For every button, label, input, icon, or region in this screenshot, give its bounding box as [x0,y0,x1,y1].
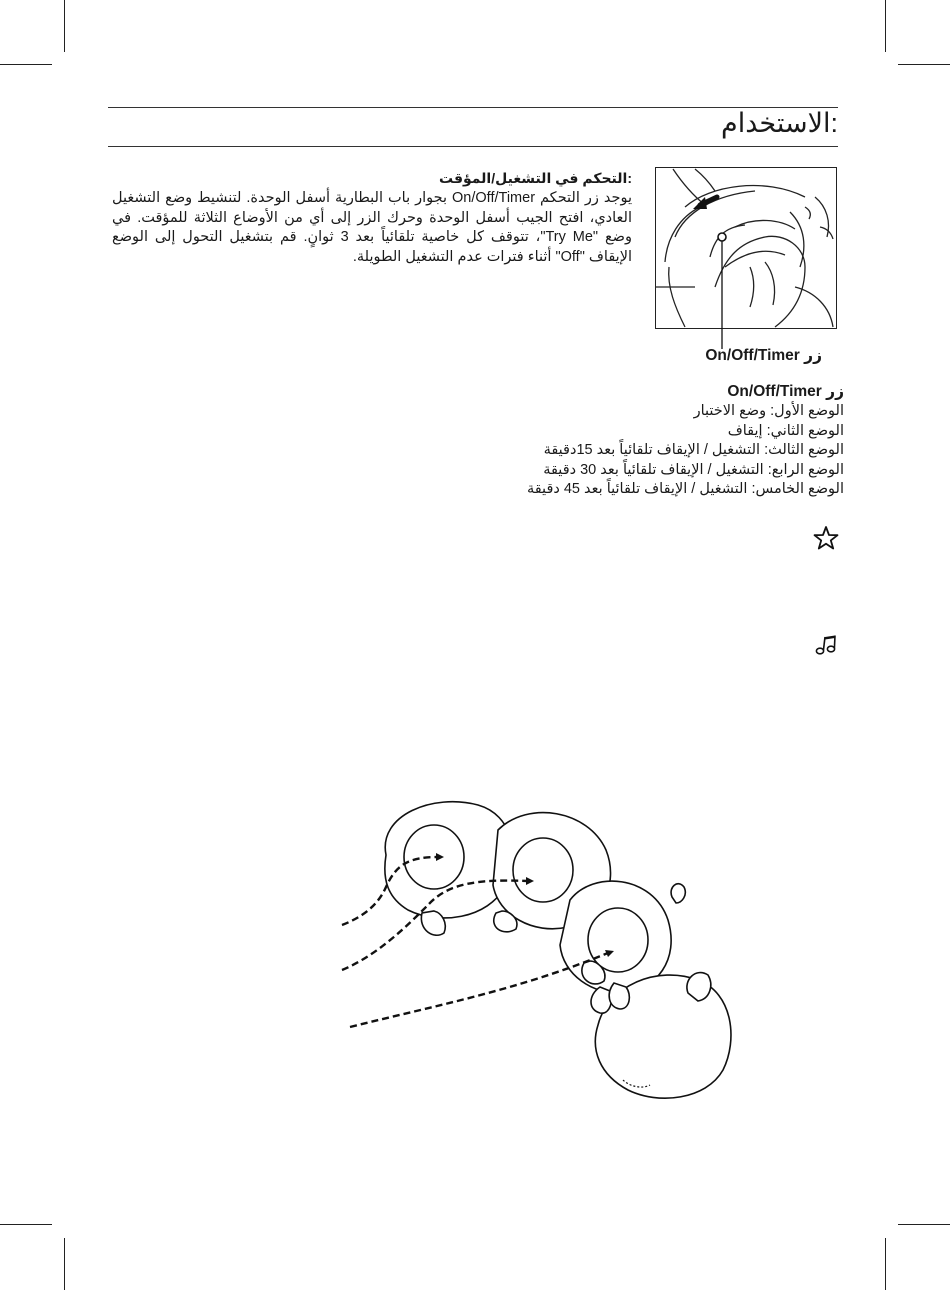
music-note-icon [815,634,837,656]
list-item: الوضع الرابع: التشغيل / الإيقاف تلقائياً بعد 30 دقيقة [543,461,844,478]
list-item: الوضع الخامس: التشغيل / الإيقاف تلقائياً بعد 45 دقيقة [526,481,844,497]
crop-mark [885,1238,886,1290]
crop-mark [0,64,52,65]
list-item: الوضع الثالث: التشغيل / الإيقاف تلقائياً بعد 15دقيقة [543,442,844,458]
switch-illustration [655,167,838,349]
list-item: الوضع الأول: وضع الاختبار [693,403,844,419]
crop-mark [898,1224,950,1225]
header-rule-bottom [108,146,838,147]
crop-mark [898,64,950,65]
controls-paragraph: يوجد زر التحكم On/Off/Timer بجوار باب البطارية أسفل الوحدة. لتنشيط وضع التشغيل العادي، افتح الجيب أسفل الوحدة وحرك الزر إلى أي من الأوضاع الثلاثة للمؤقت. في وضع "Try Me"، تتوقف كل خاصية تلقائياً بعد 3 ثوانٍ. قم بتشغيل التحول إلى الوضع الإيقاف "Off" أثناء فترات عدم التشغيل الطويلة. [112,190,632,265]
section-title: :الاستخدام [721,108,838,138]
crop-mark [0,1224,52,1225]
star-icon [813,525,839,551]
controls-heading: :التحكم في التشغيل/المؤقت [439,170,632,186]
caterpillar-illustration [338,795,758,1135]
crop-mark [64,1238,65,1290]
crop-mark [885,0,886,52]
list-item: الوضع الثاني: إيقاف [727,422,844,439]
crop-mark [64,0,65,52]
figure-caption: On/Off/Timer زر [705,347,822,364]
modes-list [424,402,844,500]
modes-heading: On/Off/Timer زر [727,383,844,400]
